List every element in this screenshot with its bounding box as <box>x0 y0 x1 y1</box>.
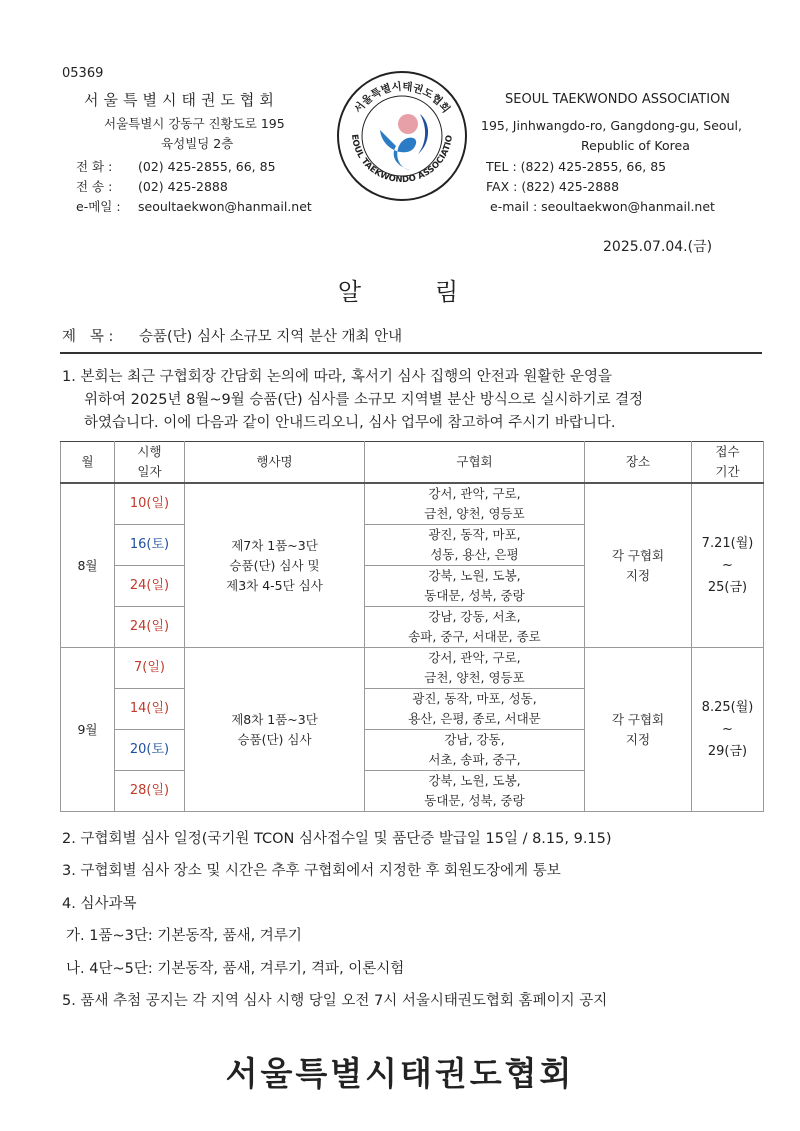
phone-label-kr: 전 화 : <box>76 159 113 174</box>
table-row <box>61 648 764 689</box>
org-address-en-line2: Republic of Korea <box>581 138 690 153</box>
table-header-row <box>61 442 764 484</box>
date-cell: 24(일) <box>115 566 185 607</box>
logo-ring-text-top: 서울특별시태권도협회 <box>352 80 452 116</box>
org-name-en: SEOUL TAEKWONDO ASSOCIATION <box>505 92 731 107</box>
item-3: 3. 구협회별 심사 장소 및 시간은 추후 구협회에서 지정한 후 회원도장에게 통보 <box>62 863 561 879</box>
logo-blue-swirl <box>380 130 416 170</box>
paragraph1-line3: 하였습니다. 이에 다음과 같이 안내드리오니, 심사 업무에 참고하여 주시기 바랍니다. <box>84 415 616 431</box>
header-place: 장소 <box>585 442 692 484</box>
district-cell: 강서, 관악, 구로, 금천, 양천, 영등포 <box>365 648 585 689</box>
org-address-en-line1: 195, Jinhwangdo-ro, Gangdong-gu, Seoul, <box>481 118 742 133</box>
district-cell: 강남, 강동, 서초, 송파, 중구, 서대문, 종로 <box>365 607 585 648</box>
paragraph1-line1: 1. 본회는 최근 구협회장 간담회 논의에 따라, 혹서기 심사 집행의 안전과 원활한 운영을 <box>62 369 612 385</box>
document-date: 2025.07.04.(금) <box>603 239 713 255</box>
district-cell: 강서, 관악, 구로, 금천, 양천, 영등포 <box>365 483 585 525</box>
paragraph1-line2: 위하여 2025년 8월~9월 승품(단) 심사를 소규모 지역별 분산 방식으로 실시하기로 결정 <box>84 392 644 408</box>
item-2: 2. 구협회별 심사 일정(국기원 TCON 심사접수일 및 품단증 발급일 15일 / 8.15, 9.15) <box>62 831 612 847</box>
event-cell: 제8차 1품~3단 승품(단) 심사 <box>185 648 365 812</box>
district-cell: 강북, 노원, 도봉, 동대문, 성북, 중랑 <box>365 771 585 812</box>
date-cell: 16(토) <box>115 525 185 566</box>
place-cell: 각 구협회 지정 <box>585 483 692 648</box>
district-cell: 광진, 동작, 마포, 성동, 용산, 은평 <box>365 525 585 566</box>
header-date: 시행 일자 <box>115 442 185 484</box>
date-cell: 24(일) <box>115 607 185 648</box>
month-cell: 9월 <box>61 648 115 812</box>
place-cell: 각 구협회 지정 <box>585 648 692 812</box>
district-cell: 강남, 강동, 서초, 송파, 중구, <box>365 730 585 771</box>
item-4: 4. 심사과목 <box>62 896 137 912</box>
event-cell: 제7차 1품~3단 승품(단) 심사 및 제3차 4-5단 심사 <box>185 483 365 648</box>
org-address-kr-line1: 서울특별시 강동구 진황도로 195 <box>104 116 285 131</box>
date-cell: 7(일) <box>115 648 185 689</box>
item-4b: 나. 4단~5단: 기본동작, 품새, 겨루기, 격파, 이론시험 <box>66 961 405 977</box>
date-cell: 28(일) <box>115 771 185 812</box>
email-en: e-mail : seoultaekwon@hanmail.net <box>490 199 715 214</box>
fax-label-kr: 전 송 : <box>76 179 113 194</box>
header-event: 행사명 <box>185 442 365 484</box>
date-cell: 14(일) <box>115 689 185 730</box>
org-address-kr-line2: 육성빌딩 2층 <box>161 136 234 151</box>
header-month: 월 <box>61 442 115 484</box>
org-name-kr: 서울특별시태권도협회 <box>84 91 279 109</box>
district-cell: 광진, 동작, 마포, 성동, 용산, 은평, 종로, 서대문 <box>365 689 585 730</box>
fax-en: FAX : (822) 425-2888 <box>486 179 620 194</box>
header-district: 구협회 <box>365 442 585 484</box>
month-cell: 8월 <box>61 483 115 648</box>
svg-text:서울특별시태권도협회 <box>351 80 452 116</box>
district-cell: 강북, 노원, 도봉, 동대문, 성북, 중랑 <box>365 566 585 607</box>
association-logo <box>336 70 468 202</box>
subject-divider <box>60 352 762 354</box>
fax-kr: (02) 425-2888 <box>138 179 228 194</box>
document-title: 알 림 <box>337 278 463 306</box>
date-cell: 20(토) <box>115 730 185 771</box>
period-cell: 8.25(월) ~ 29(금) <box>692 648 764 812</box>
phone-kr: (02) 425-2855, 66, 85 <box>138 159 276 174</box>
postal-code: 05369 <box>62 66 104 81</box>
date-cell: 10(일) <box>115 483 185 525</box>
email-kr: seoultaekwon@hanmail.net <box>138 199 312 214</box>
phone-en: TEL : (822) 425-2855, 66, 85 <box>486 159 667 174</box>
logo-pink-dot <box>398 114 418 134</box>
table-row <box>61 483 764 525</box>
subject-text: 승품(단) 심사 소규모 지역 분산 개최 안내 <box>139 329 403 345</box>
subject-label: 제 목 : <box>62 329 114 345</box>
header-period: 접수 기간 <box>692 442 764 484</box>
period-cell: 7.21(월) ~ 25(금) <box>692 483 764 648</box>
issuer-signature: 서울특별시태권도협회 <box>225 1054 575 1093</box>
logo-blue-stroke <box>418 114 428 154</box>
item-5: 5. 품새 추첨 공지는 각 지역 심사 시행 당일 오전 7시 서울시태권도협회 홈페이지 공지 <box>62 993 608 1009</box>
schedule-table <box>60 441 764 812</box>
email-label-kr: e-메일 : <box>76 199 121 214</box>
logo-ring-text-bottom: EOUL TAEKWONDO ASSOCIATIO <box>348 133 455 186</box>
item-4a: 가. 1품~3단: 기본동작, 품새, 겨루기 <box>66 928 302 944</box>
